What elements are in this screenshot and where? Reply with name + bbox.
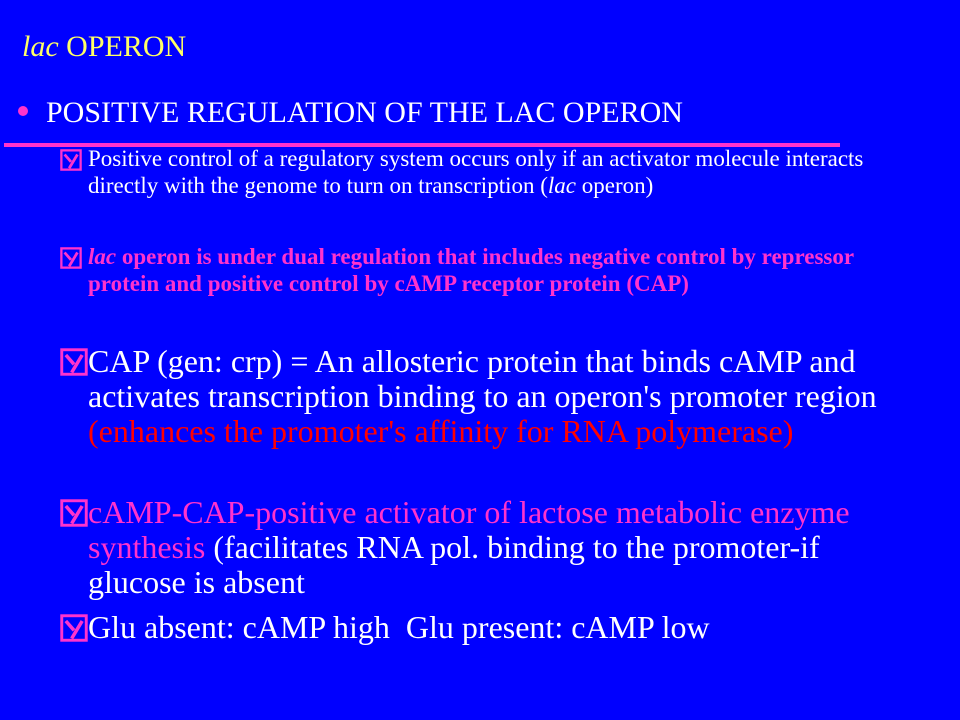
title-rest: OPERON [58,30,187,63]
bullet-text-part: operon) [576,173,654,198]
bullet-text-italic: lac [547,173,576,198]
bullet-text-part: Positive control of a regulatory system occurs only if an activator molecule interacts directly with the genome to turn on transcription ( [88,146,864,198]
bullet-text-part: CAP (gen: crp) = An allosteric protein that binds cAMP and activates transcription binding to an operon's promoter region [88,343,877,414]
y-checkbox-icon [60,499,88,527]
bullet-text-part: (facilitates RNA pol. binding to the promoter-if glucose is absent [88,529,820,600]
section-heading [18,96,683,130]
bullet-text [60,610,900,645]
bullet-text [60,344,900,449]
bullet-text-part: Glu present: cAMP low [405,609,710,645]
bullet-cap-definition [60,344,900,449]
bullet-text [60,145,900,199]
bullet-text [60,243,900,297]
dot-icon [18,106,28,116]
title-italic: lac [22,30,59,63]
bullet-text-italic: lac [88,244,117,269]
bullet-camp-cap [60,495,900,600]
bullet-text [60,495,900,600]
y-checkbox-icon [60,614,88,642]
section-heading-text: POSITIVE REGULATION OF THE LAC OPERON [46,96,683,129]
bullet-text-part: Glu absent: cAMP high [88,609,390,645]
bullet-dual-regulation [60,243,900,297]
bullet-text-part: operon is under dual regulation that includes negative control by repressor protein and positive control by cAMP receptor protein (CAP) [88,244,854,296]
bullet-text-highlight: (enhances the promoter's affinity for RNA polymerase) [88,413,794,449]
y-checkbox-icon [60,247,82,269]
y-checkbox-icon [60,348,88,376]
bullet-glucose-camp [60,610,900,645]
y-checkbox-icon [60,149,82,171]
bullet-text-highlight: cAMP-CAP-positive activator of lactose metabolic enzyme synthesis [88,494,850,565]
bullet-positive-control [60,145,900,199]
slide-title [22,30,186,64]
